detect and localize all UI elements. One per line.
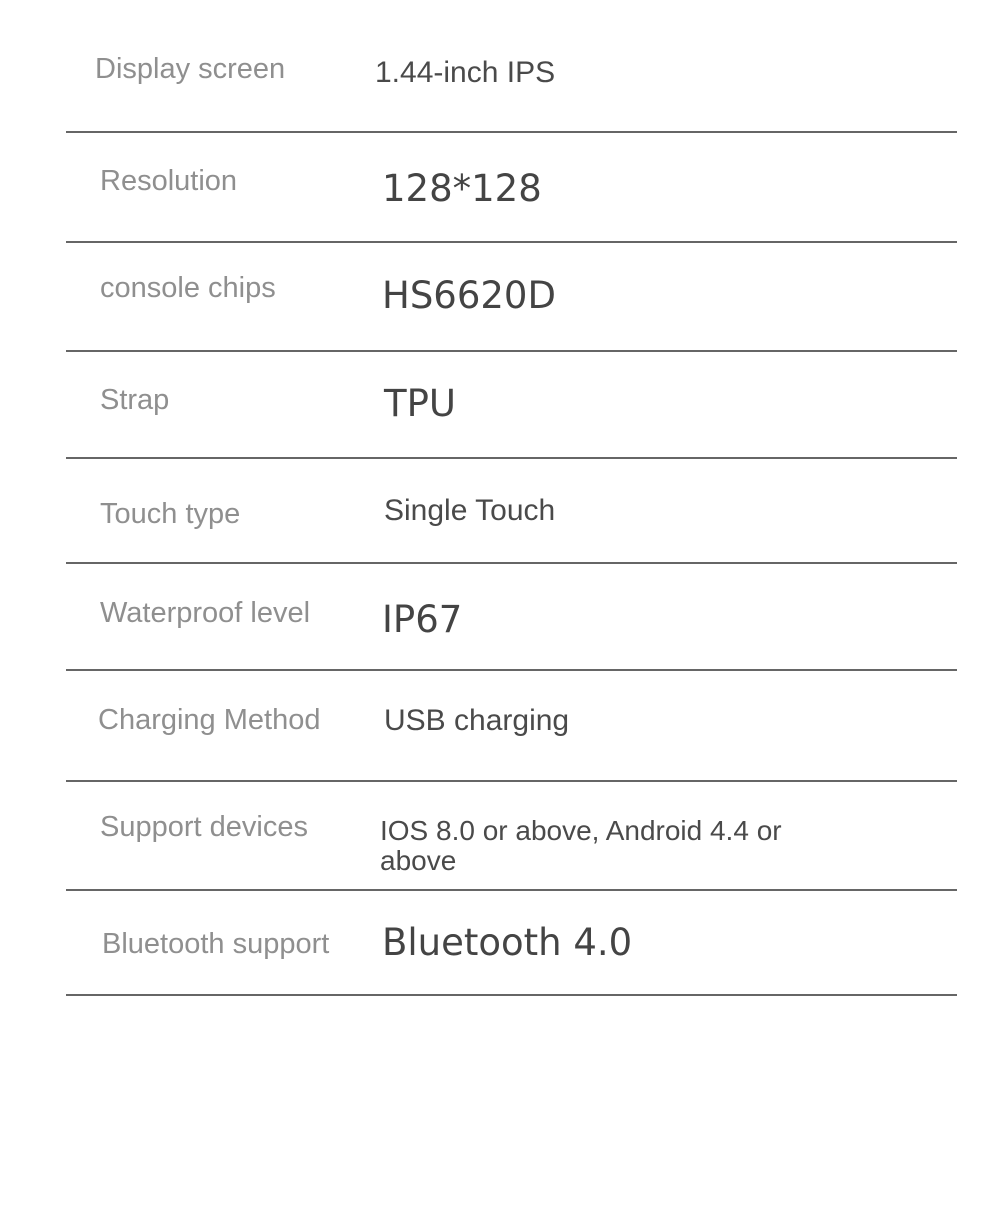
spec-label-console-chips: console chips (100, 272, 276, 304)
spec-value-charging-method: USB charging (384, 704, 570, 737)
spec-value-resolution: 128*128 (382, 167, 542, 210)
row-divider (66, 131, 957, 133)
row-divider (66, 889, 957, 891)
row-divider (66, 669, 957, 671)
spec-value-strap: TPU (384, 382, 456, 425)
spec-value-display-screen: 1.44-inch IPS (375, 56, 556, 89)
spec-value-bluetooth-support: Bluetooth 4.0 (382, 921, 633, 964)
row-divider (66, 562, 957, 564)
spec-label-waterproof-level: Waterproof level (100, 597, 311, 629)
row-divider (66, 780, 957, 782)
spec-label-support-devices: Support devices (100, 811, 308, 843)
spec-label-bluetooth-support: Bluetooth support (102, 928, 330, 960)
row-divider (66, 241, 957, 243)
row-divider (66, 994, 957, 996)
row-divider (66, 457, 957, 459)
spec-label-display-screen: Display screen (95, 53, 286, 85)
spec-value-waterproof-level: IP67 (382, 598, 463, 641)
spec-label-touch-type: Touch type (100, 498, 241, 530)
spec-value-support-devices: IOS 8.0 or above, Android 4.4 or above (380, 815, 782, 876)
spec-label-strap: Strap (100, 384, 170, 416)
row-divider (66, 350, 957, 352)
spec-value-touch-type: Single Touch (384, 494, 556, 527)
spec-label-charging-method: Charging Method (98, 704, 321, 736)
spec-value-console-chips: HS6620D (382, 274, 556, 317)
spec-label-resolution: Resolution (100, 165, 238, 197)
